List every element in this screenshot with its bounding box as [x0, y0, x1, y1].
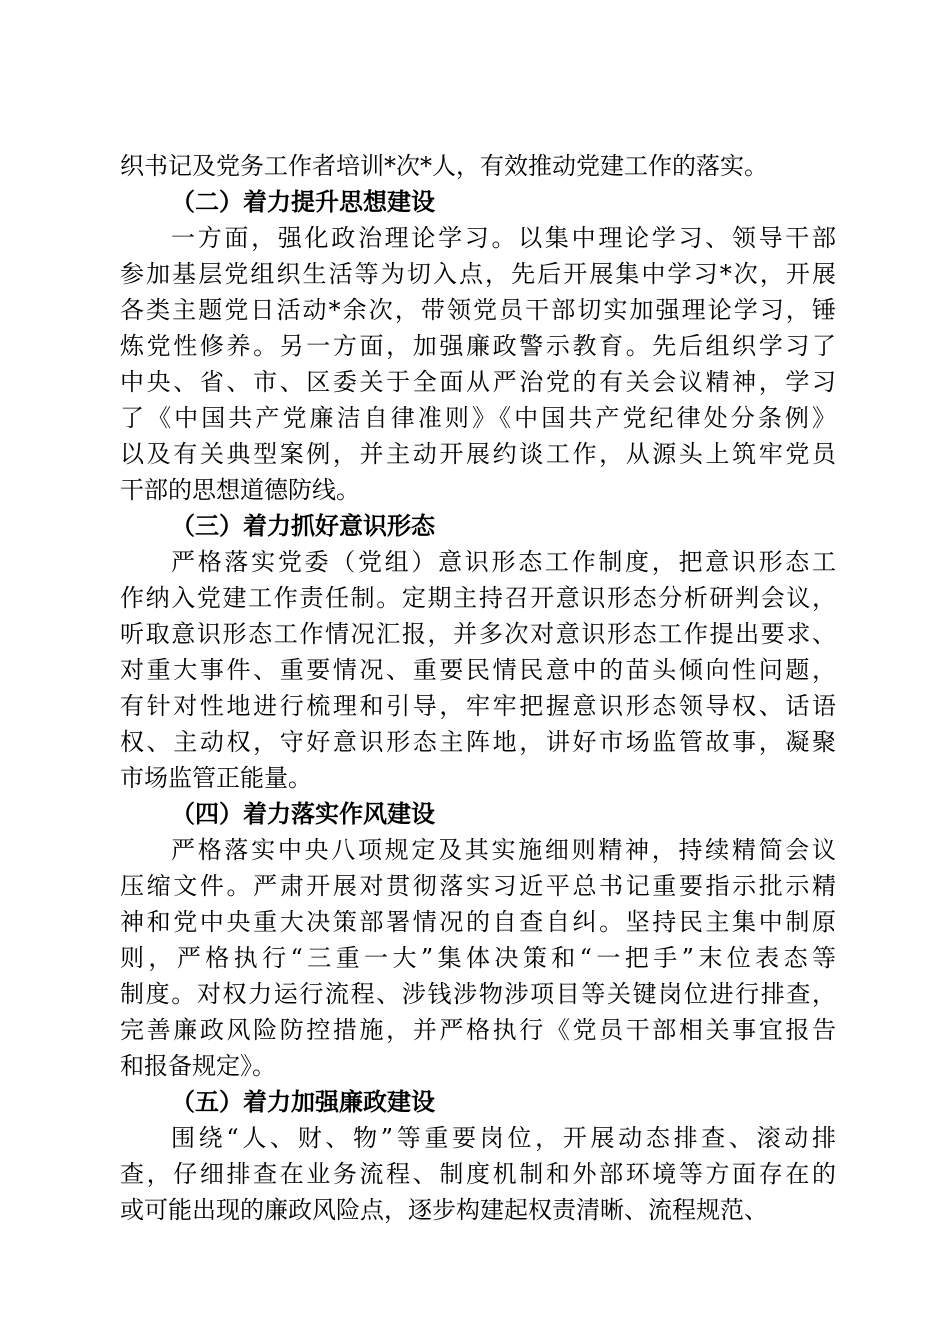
paragraph	[120, 220, 836, 508]
section-heading: （二）着力提升思想建设	[171, 187, 435, 216]
text-line: 有针对性地进行梳理和引导，牢牢把握意识形态领导权、话语	[120, 692, 836, 720]
text-line: 则，严格执行“三重一大”集体决策和“一把手”末位表态等	[120, 944, 836, 972]
text-line: 或可能出现的廉政风险点，逐步构建起权责清晰、流程规范、	[120, 1196, 768, 1224]
text-line: 炼党性修养。另一方面，加强廉政警示教育。先后组织学习了	[120, 332, 836, 360]
section-heading: （三）着力抓好意识形态	[171, 511, 435, 540]
text-line: 参加基层党组织生活等为切入点，先后开展集中学习*次，开展	[120, 260, 836, 288]
text-line: 一方面，强化政治理论学习。以集中理论学习、领导干部	[171, 224, 836, 252]
paragraph	[120, 544, 836, 796]
text-line: 中央、省、市、区委关于全面从严治党的有关会议精神，学习	[120, 368, 836, 396]
text-line: 市场监管正能量。	[120, 764, 312, 792]
text-line: 权、主动权，守好意识形态主阵地，讲好市场监管故事，凝聚	[120, 728, 836, 756]
text-line: 制度。对权力运行流程、涉钱涉物涉项目等关键岗位进行排查，	[120, 980, 836, 1008]
text-line: 听取意识形态工作情况汇报，并多次对意识形态工作提出要求、	[120, 620, 836, 648]
text-line: 各类主题党日活动*余次，带领党员干部切实加强理论学习，锤	[120, 296, 836, 324]
text-line: 和报备规定》。	[120, 1052, 276, 1080]
text-line: 查，仔细排查在业务流程、制度机制和外部环境等方面存在的	[120, 1160, 836, 1188]
text-line: 干部的思想道德防线。	[120, 476, 360, 504]
text-line: 严格落实党委（党组）意识形态工作制度，把意识形态工	[171, 548, 836, 576]
section-heading: （五）着力加强廉政建设	[171, 1087, 435, 1116]
text-line: 对重大事件、重要情况、重要民情民意中的苗头倾向性问题，	[120, 656, 836, 684]
section-heading: （四）着力落实作风建设	[171, 799, 435, 828]
text-line: 压缩文件。严肃开展对贯彻落实习近平总书记重要指示批示精	[120, 872, 836, 900]
text-line: 围绕“人、财、物”等重要岗位，开展动态排查、滚动排	[171, 1124, 836, 1152]
text-line: 作纳入党建工作责任制。定期主持召开意识形态分析研判会议，	[120, 584, 836, 612]
paragraph	[120, 832, 836, 1084]
document-page	[120, 148, 836, 1228]
paragraph	[120, 148, 836, 184]
text-line: 织书记及党务工作者培训*次*人，有效推动党建工作的落实。	[120, 152, 768, 180]
text-line: 完善廉政风险防控措施，并严格执行《党员干部相关事宜报告	[120, 1016, 836, 1044]
text-line: 了《中国共产党廉洁自律准则》《中国共产党纪律处分条例》	[120, 404, 836, 432]
text-line: 神和党中央重大决策部署情况的自查自纠。坚持民主集中制原	[120, 908, 836, 936]
paragraph	[120, 1120, 836, 1228]
text-line: 严格落实中央八项规定及其实施细则精神，持续精简会议	[171, 836, 836, 864]
text-line: 以及有关典型案例，并主动开展约谈工作，从源头上筑牢党员	[120, 440, 836, 468]
